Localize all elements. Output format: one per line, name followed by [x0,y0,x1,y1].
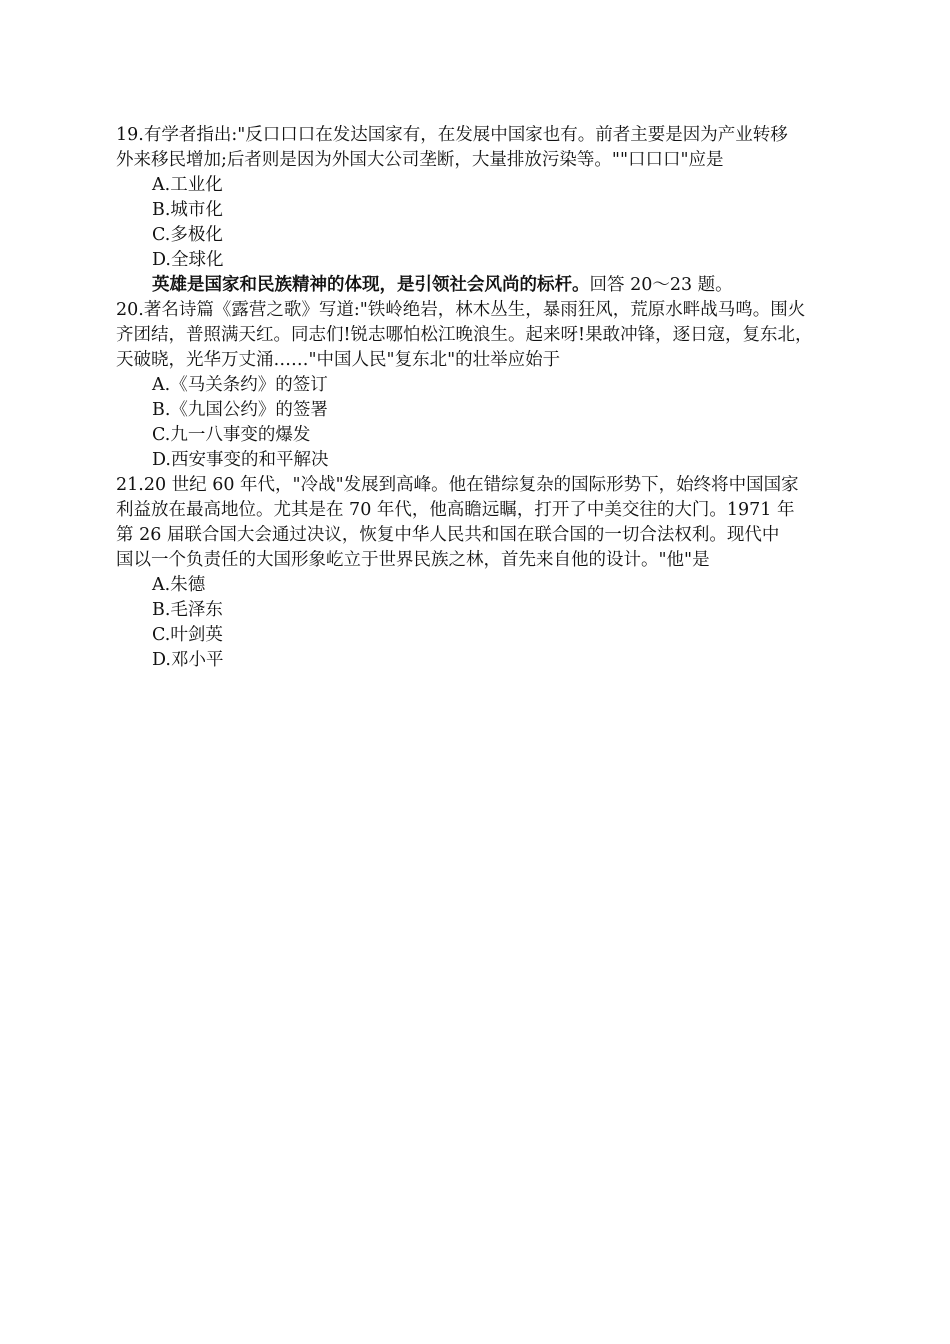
question-20-stem-line-3: 天破晓，光华万丈涌……"中国人民"复东北"的壮举应始于 [116,350,561,370]
section-intro [116,273,856,298]
question-21-option-a: A.朱德 [152,575,206,595]
question-20 [116,298,856,473]
question-21-option-c: C.叶剑英 [152,625,223,645]
question-20-stem-line-1: 20.著名诗篇《露营之歌》写道:"铁岭绝岩，林木丛生，暴雨狂风，荒原水畔战马鸣。围火 [116,300,806,320]
question-20-option-b: B.《九国公约》的签署 [152,400,328,420]
question-19-option-c: C.多极化 [152,225,223,245]
section-intro-bold: 英雄是国家和民族精神的体现，是引领社会风尚的标杆。 [152,275,590,295]
question-19-option-d: D.全球化 [152,250,224,270]
question-19-stem-line-2: 外来移民增加;后者则是因为外国大公司垄断，大量排放污染等。""口口口"应是 [116,150,724,170]
question-21-stem-line-4: 国以一个负责任的大国形象屹立于世界民族之林，首先来自他的设计。"他"是 [116,550,710,570]
question-21 [116,473,856,673]
question-20-option-d: D.西安事变的和平解决 [152,450,329,470]
question-19 [116,123,856,273]
question-21-stem-line-3: 第 26 届联合国大会通过决议，恢复中华人民共和国在联合国的一切合法权利。现代中 [116,525,780,545]
question-21-stem-line-1: 21.20 世纪 60 年代，"冷战"发展到高峰。他在错综复杂的国际形势下，始终将中国国家 [116,475,799,495]
question-21-stem-line-2: 利益放在最高地位。尤其是在 70 年代，他高瞻远瞩，打开了中美交往的大门。1971 年 [116,500,795,520]
section-intro-normal: 回答 20～23 题。 [589,275,733,295]
question-20-stem-line-2: 齐团结，普照满天红。同志们!锐志哪怕松江晚浪生。起来呀!果敢冲锋，逐日寇，复东北， [116,325,813,345]
question-19-option-b: B.城市化 [152,200,223,220]
question-19-stem-line-1: 19.有学者指出:"反口口口在发达国家有，在发展中国家也有。前者主要是因为产业转移 [116,125,788,145]
question-21-option-d: D.邓小平 [152,650,224,670]
question-20-option-a: A.《马关条约》的签订 [152,375,328,395]
question-21-option-b: B.毛泽东 [152,600,223,620]
question-19-option-a: A.工业化 [152,175,223,195]
exam-page [116,123,856,673]
question-20-option-c: C.九一八事变的爆发 [152,425,311,445]
